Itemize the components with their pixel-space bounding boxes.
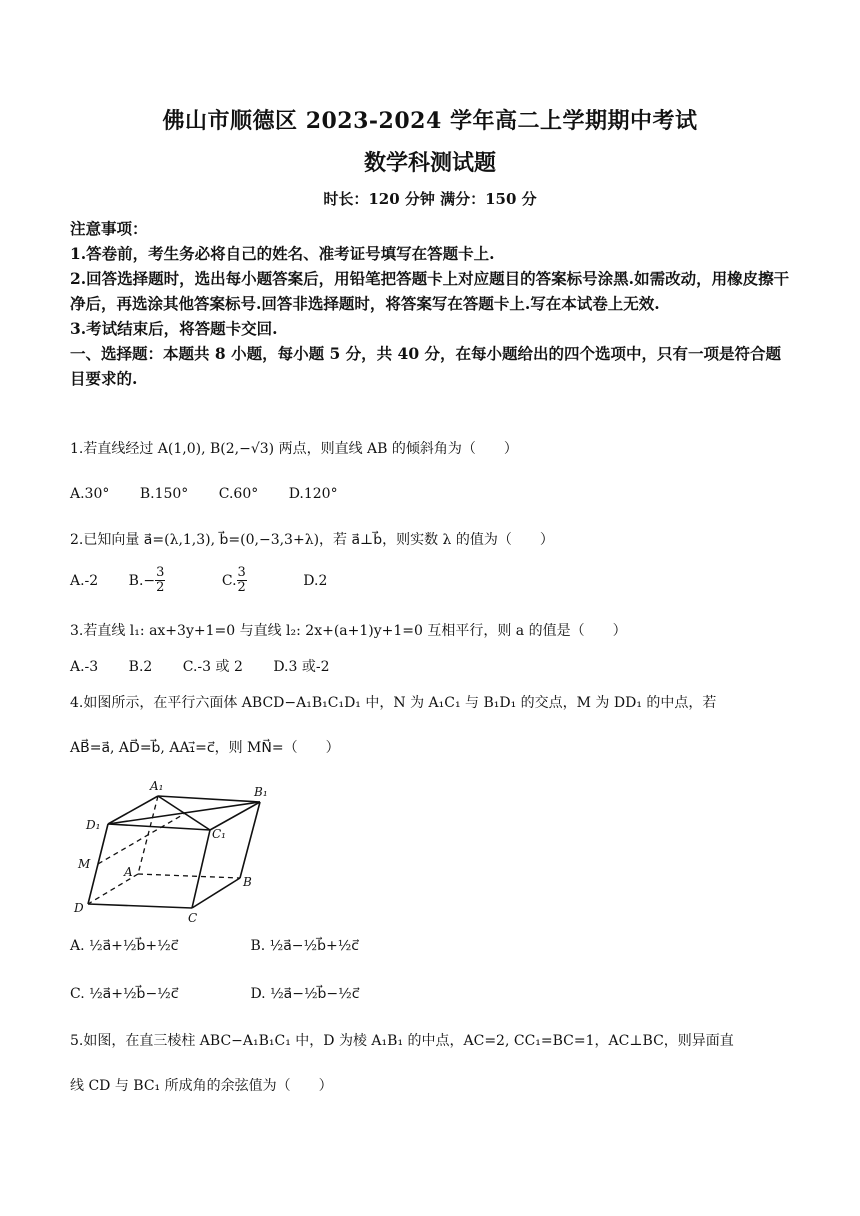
- question-3-stem: 3.若直线 l₁: ax+3y+1=0 与直线 l₂: 2x+(a+1)y+1=0 互相平行，则 a 的值是（ ）: [70, 623, 627, 639]
- edge-c1-c: [192, 830, 210, 908]
- notes-heading: 注意事项：: [70, 219, 148, 238]
- note-item-3: 3.考试结束后，将答题卡交回.: [70, 319, 278, 338]
- question-4-options-row-2: [70, 986, 385, 1002]
- q4-option-c: C. ½a⃗+½b⃗−½c⃗: [70, 986, 179, 1002]
- hidden-edge-a-b: [138, 874, 240, 878]
- exam-subtitle: 数学科测试题: [363, 150, 496, 176]
- q2-option-c: C. $\frac{3}{2}$: [221, 565, 246, 595]
- edge-d1-c1: [108, 824, 210, 830]
- q3-option-b: B.2: [128, 659, 153, 675]
- question-1-options: [70, 486, 364, 502]
- label-a: A: [124, 865, 133, 879]
- label-b1: B₁: [254, 785, 268, 799]
- note-item-2: 2.回答选择题时，选出每小题答案后，用铅笔把答题卡上对应题目的答案标号涂黑.如需改动，用橡皮擦干净后，再选涂其他答案标号.回答非选择题时，将答案写在答题卡上.写在本试卷上无效.: [70, 269, 790, 313]
- q3-option-a: A.-3: [70, 659, 99, 675]
- q4-option-a: A. ½a⃗+½b⃗+½c⃗: [70, 938, 179, 954]
- diag-d1-b1: [108, 802, 260, 824]
- parallelepiped-figure: [70, 774, 290, 924]
- label-d: D: [74, 901, 84, 915]
- question-1-stem: 1.若直线经过 A(1,0), B(2,−√3) 两点，则直线 AB 的倾斜角为（ ）: [70, 441, 518, 457]
- q2-option-b: B.− $\frac{3}{2}$: [128, 565, 165, 595]
- label-c: C: [188, 911, 198, 924]
- q4-option-b: B. ½a⃗−½b⃗+½c⃗: [250, 938, 359, 954]
- edge-b1-b: [240, 802, 260, 878]
- q1-option-d: D.120°: [288, 486, 338, 502]
- exam-meta: 时长：120 分钟 满分：150 分: [323, 190, 537, 208]
- note-item-1: 1.答卷前，考生务必将自己的姓名、准考证号填写在答题卡上.: [70, 244, 495, 263]
- edge-c-b: [192, 878, 240, 908]
- q4-option-d: D. ½a⃗−½b⃗−½c⃗: [250, 986, 360, 1002]
- q3-option-d: D.3 或-2: [273, 659, 330, 675]
- q2-option-a: A.-2: [70, 572, 99, 589]
- q1-option-b: B.150°: [139, 486, 189, 502]
- question-5-stem: 5.如图，在直三棱柱 ABC−A₁B₁C₁ 中，D 为棱 A₁B₁ 的中点，AC=2, CC₁=BC=1，AC⊥BC，则异面直: [70, 1033, 734, 1049]
- q1-option-a: A.30°: [70, 486, 110, 502]
- question-2-stem: 2.已知向量 a⃗=(λ,1,3), b⃗=(0,−3,3+λ)，若 a⃗⊥b⃗，则实数 λ 的值为（ ）: [70, 532, 554, 548]
- label-c1: C₁: [212, 827, 226, 841]
- question-4-options-row-1: [70, 938, 385, 954]
- q2-option-d: D.2: [303, 572, 328, 589]
- q3-option-c: C.-3 或 2: [182, 659, 243, 675]
- label-b: B: [243, 875, 252, 889]
- notes-block: [70, 216, 792, 391]
- exam-title: 佛山市顺德区 2023-2024 学年高二上学期期中考试: [162, 108, 698, 134]
- label-m: M: [78, 857, 91, 871]
- question-3-options: [70, 656, 356, 676]
- question-2-options: [70, 566, 353, 595]
- q1-option-c: C.60°: [218, 486, 259, 502]
- question-4-stem-2: AB⃗=a⃗, AD⃗=b⃗, AA₁⃗=c⃗，则 MN⃗=（ ）: [70, 740, 340, 756]
- label-a1: A₁: [150, 779, 164, 793]
- edge-d-c: [88, 904, 192, 908]
- question-4-stem: 4.如图所示，在平行六面体 ABCD−A₁B₁C₁D₁ 中，N 为 A₁C₁ 与 B₁D₁ 的交点，M 为 DD₁ 的中点，若: [70, 695, 717, 711]
- question-5-stem-2: 线 CD 与 BC₁ 所成角的余弦值为（ ）: [70, 1078, 333, 1094]
- edge-a1-b1: [158, 796, 260, 802]
- section-heading: 一、选择题：本题共 8 小题，每小题 5 分，共 40 分，在每小题给出的四个选项中，只有一项是符合题目要求的.: [70, 344, 782, 388]
- label-d1: D₁: [86, 818, 101, 832]
